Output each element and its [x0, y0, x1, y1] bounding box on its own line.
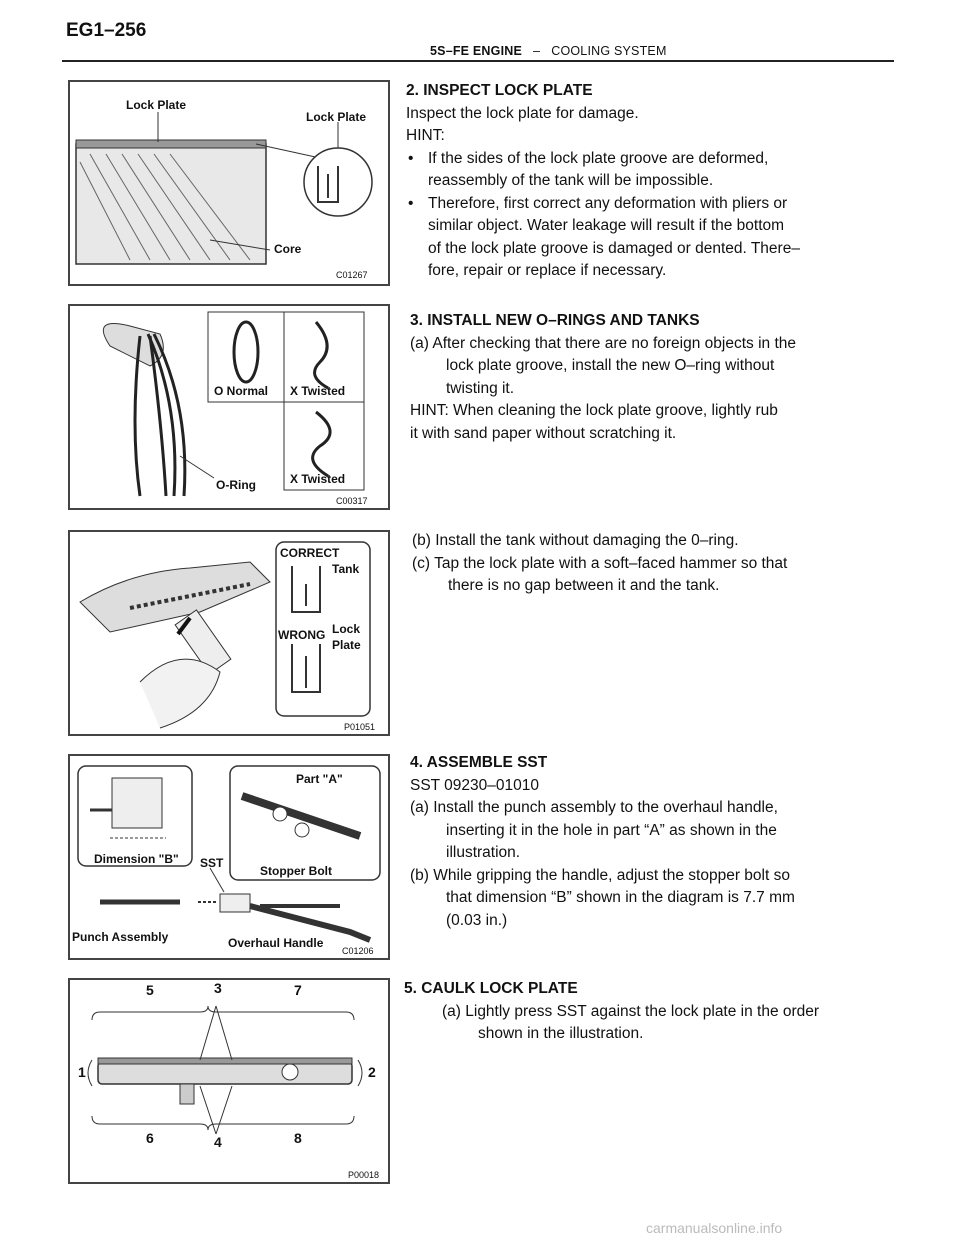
- figure-code: C01267: [336, 270, 368, 280]
- bullet-item: • If the sides of the lock plate groove are deformed,: [406, 148, 886, 171]
- label-position: 2: [368, 1064, 376, 1080]
- figure-caulk-lock-plate: [68, 978, 390, 1184]
- figure-code: C00317: [336, 496, 368, 506]
- step-continuation: that dimension “B” shown in the diagram is 7.7 mm: [446, 889, 795, 906]
- bullet-continuation: reassembly of the tank will be impossible.: [428, 172, 714, 189]
- section-heading: 4. ASSEMBLE SST: [410, 754, 548, 771]
- step-continuation: (0.03 in.): [446, 911, 508, 929]
- step-b: (b) While gripping the handle, adjust the stopper bolt so: [410, 866, 790, 884]
- label-core: Core: [274, 242, 302, 256]
- instruction: Inspect the lock plate for damage.: [406, 104, 639, 122]
- label-lock-plate-right: Lock Plate: [306, 110, 367, 124]
- label-twisted: X Twisted: [290, 384, 346, 398]
- caulk-lock-plate-illustration: [70, 980, 388, 1182]
- figure-code: P00018: [348, 1170, 380, 1180]
- section-heading: 3. INSTALL NEW O–RINGS AND TANKS: [410, 312, 700, 329]
- section-heading: 2. INSPECT LOCK PLATE: [406, 82, 593, 99]
- hint-continuation: it with sand paper without scratching it.: [410, 424, 677, 442]
- label-lock: Lock: [332, 622, 361, 636]
- label-position: 5: [146, 982, 154, 998]
- figure-assemble-sst: [68, 754, 390, 960]
- step-c: (c) Tap the lock plate with a soft–faced hammer so that: [412, 554, 788, 572]
- label-position: 8: [294, 1130, 302, 1146]
- label-normal: O Normal: [214, 384, 269, 398]
- bullet-item: • Therefore, first correct any deformation with pliers or: [406, 193, 886, 216]
- section-assemble-sst: [410, 752, 890, 932]
- figure-lock-plate: [68, 80, 390, 286]
- watermark: carmanualsonline.info: [646, 1220, 783, 1236]
- step-b: (b) Install the tank without damaging the 0–ring.: [412, 532, 739, 549]
- label-wrong: WRONG: [278, 628, 326, 642]
- label-punch-assembly: Punch Assembly: [72, 930, 169, 944]
- step-continuation: there is no gap between it and the tank.: [448, 577, 720, 594]
- header-section-name: 5S–FE ENGINE: [430, 44, 523, 58]
- figure-code: C01206: [342, 946, 374, 956]
- label-stopper-bolt: Stopper Bolt: [260, 864, 332, 878]
- label-tank: Tank: [332, 562, 360, 576]
- header-subsection: COOLING SYSTEM: [551, 44, 667, 58]
- step-a: (a) Install the punch assembly to the overhaul handle,: [410, 799, 778, 816]
- label-position: 3: [214, 980, 222, 996]
- header-separator: –: [533, 44, 541, 58]
- step-continuation: inserting it in the hole in part “A” as shown in the: [446, 821, 777, 839]
- label-twisted: X Twisted: [290, 472, 346, 486]
- step-a: (a) After checking that there are no foreign objects in the: [410, 334, 797, 352]
- label-correct: CORRECT: [280, 546, 340, 560]
- hint-label: HINT:: [406, 127, 445, 144]
- step-continuation: shown in the illustration.: [478, 1025, 644, 1042]
- label-part-a: Part "A": [296, 772, 343, 786]
- section-install-o-rings: [410, 310, 890, 445]
- bullet-continuation: fore, repair or replace if necessary.: [428, 262, 667, 279]
- bullet-continuation: of the lock plate groove is damaged or dented. There–: [428, 239, 800, 257]
- label-overhaul-handle: Overhaul Handle: [228, 936, 324, 950]
- section-install-tank: [412, 530, 892, 598]
- figure-o-ring: [68, 304, 390, 510]
- label-o-ring: O-Ring: [216, 478, 256, 492]
- step-a: (a) Lightly press SST against the lock plate in the order: [442, 1002, 820, 1020]
- label-lock-plate-top: Lock Plate: [126, 98, 187, 112]
- figure-code: P01051: [344, 722, 376, 732]
- section-caulk-lock-plate: [404, 978, 894, 1046]
- sst-number: SST 09230–01010: [410, 776, 539, 794]
- hint-text: HINT: When cleaning the lock plate groove, lightly rub: [410, 402, 778, 419]
- label-position: 7: [294, 982, 302, 998]
- section-inspect-lock-plate: [406, 80, 886, 283]
- header-section: [430, 44, 667, 58]
- step-continuation: lock plate groove, install the new O–ring without: [446, 357, 775, 374]
- section-heading: 5. CAULK LOCK PLATE: [404, 980, 578, 997]
- page-id: EG1–256: [66, 20, 147, 41]
- label-dimension-b: Dimension "B": [94, 852, 179, 866]
- label-plate: Plate: [332, 638, 361, 652]
- bullet-continuation: similar object. Water leakage will result if the bottom: [428, 217, 785, 234]
- label-position: 6: [146, 1130, 154, 1146]
- label-position: 1: [78, 1064, 86, 1080]
- step-continuation: illustration.: [446, 844, 521, 861]
- label-sst: SST: [200, 856, 224, 870]
- header-rule: [62, 60, 894, 62]
- label-position: 4: [214, 1134, 222, 1150]
- figure-install-tank: [68, 530, 390, 736]
- step-continuation: twisting it.: [446, 379, 515, 397]
